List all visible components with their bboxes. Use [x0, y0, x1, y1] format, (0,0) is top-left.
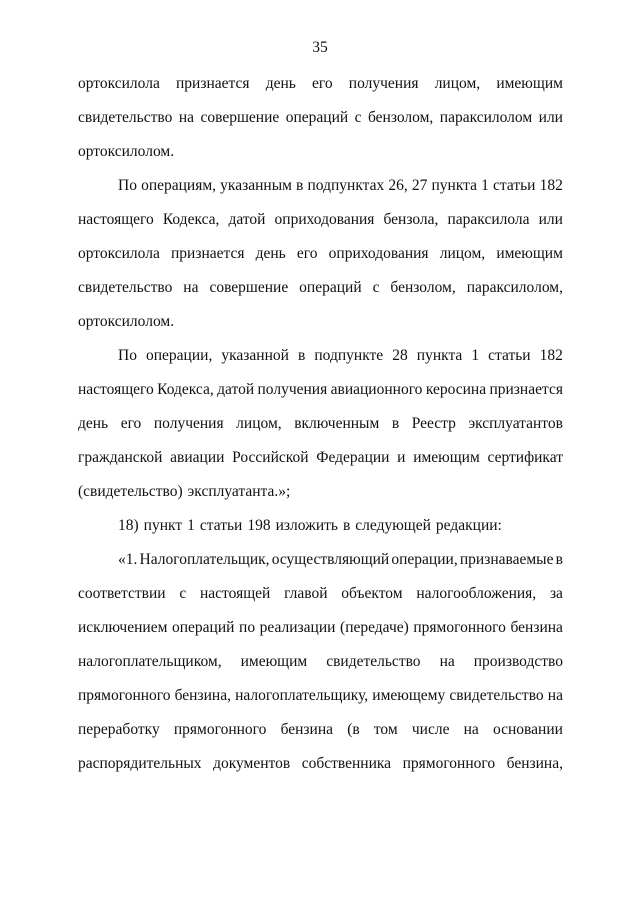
word: прямогонного	[173, 721, 267, 738]
text-line	[78, 67, 563, 101]
text-line	[78, 203, 563, 237]
word: «1.	[118, 551, 138, 568]
word: получения	[257, 381, 328, 398]
word: 182	[539, 177, 563, 194]
word: операции,	[146, 347, 213, 364]
word: параксилола	[447, 211, 530, 228]
word: совершение	[209, 279, 289, 296]
word: 1	[481, 177, 489, 194]
word: день	[265, 75, 296, 92]
word: следующей	[355, 517, 431, 534]
word: включенным	[294, 415, 380, 432]
text-line	[78, 747, 563, 781]
word: подпункте	[314, 347, 384, 364]
word: производство	[473, 653, 563, 670]
word: авиационного	[330, 381, 423, 398]
word: имеющим	[496, 245, 563, 262]
text-line	[78, 169, 563, 203]
word: подпунктах	[307, 177, 385, 194]
word: или	[538, 211, 563, 228]
word: прямогонного	[413, 619, 506, 636]
word: за	[549, 585, 563, 602]
word: По	[118, 177, 137, 194]
word: параксилолом,	[466, 279, 563, 296]
word: операциям,	[141, 177, 217, 194]
word: соответствии	[78, 585, 166, 602]
word: в	[391, 415, 400, 432]
word: оприходования	[328, 245, 429, 262]
word: бензолом,	[390, 279, 456, 296]
text-line	[78, 101, 563, 135]
text-line	[78, 271, 563, 305]
word: в	[296, 177, 304, 194]
word: 182	[539, 347, 563, 364]
word: 18)	[118, 517, 139, 534]
word: в	[342, 517, 351, 534]
word: (свидетельство)	[78, 483, 183, 500]
word: налогоплательщиком,	[78, 653, 222, 670]
word: Кодекса,	[157, 381, 214, 398]
text-line	[78, 237, 563, 271]
word: свидетельство	[78, 109, 173, 126]
word: 1	[471, 347, 480, 364]
word: получения	[153, 415, 224, 432]
word: день	[78, 415, 109, 432]
page-number: 35	[312, 39, 328, 56]
word: настоящей	[199, 585, 271, 602]
word: По	[118, 347, 137, 364]
word: реализации	[259, 619, 336, 636]
word: операций	[285, 109, 349, 126]
word: операций	[299, 279, 362, 296]
word: признается	[489, 381, 563, 398]
word: с	[372, 279, 380, 296]
word: ортоксилолом.	[78, 143, 175, 160]
word: налогообложения,	[416, 585, 537, 602]
word: датой	[217, 381, 255, 398]
word: признается	[170, 245, 245, 262]
word: 198	[247, 517, 271, 534]
word: операции,	[391, 551, 458, 568]
word: указанным	[220, 177, 292, 194]
word: Кодекса,	[162, 211, 220, 228]
text-line	[78, 305, 563, 339]
word: числе	[411, 721, 450, 738]
word: пункт	[143, 517, 183, 534]
text-line	[78, 475, 563, 509]
text-line	[78, 679, 563, 713]
word: том	[373, 721, 398, 738]
word: бензола,	[383, 211, 439, 228]
word: признаваемые	[459, 551, 554, 568]
word: объектом	[341, 585, 403, 602]
word: ортоксилола	[78, 245, 160, 262]
word: бензина,	[174, 687, 231, 704]
word: имеющим	[240, 653, 308, 670]
word: прямогонного	[78, 687, 171, 704]
text-line	[78, 441, 563, 475]
word: настоящего	[78, 381, 154, 398]
word: Федерации	[316, 449, 390, 466]
word: 26,	[388, 177, 408, 194]
word: его	[312, 75, 333, 92]
word: 1	[187, 517, 195, 534]
word: датой	[228, 211, 266, 228]
text-line	[78, 373, 563, 407]
word: на	[463, 721, 479, 738]
word: в	[298, 347, 306, 364]
word: и	[397, 449, 406, 466]
word: бензина,	[506, 755, 563, 772]
word: исключением	[78, 619, 168, 636]
word: ортоксилолом.	[78, 313, 175, 330]
word: его	[296, 245, 318, 262]
word: операций	[171, 619, 235, 636]
word: оприходования	[274, 211, 375, 228]
word: распорядительных	[78, 755, 202, 772]
word: статьи	[493, 177, 536, 194]
word: Российской	[232, 449, 309, 466]
word: бензолом,	[368, 109, 434, 126]
word: или	[538, 109, 563, 126]
word: совершение	[200, 109, 280, 126]
word: с	[354, 109, 362, 126]
word: на	[547, 687, 563, 704]
text-line	[78, 543, 563, 577]
text-line	[78, 509, 563, 543]
word: с	[179, 585, 187, 602]
word: имеющему	[372, 687, 446, 704]
word: пункта	[431, 177, 478, 194]
word: осуществляющий	[271, 551, 390, 568]
word: Реестр	[411, 415, 456, 432]
word: получения	[348, 75, 419, 92]
word: основании	[492, 721, 563, 738]
word: свидетельство	[449, 687, 544, 704]
text-line	[78, 339, 563, 373]
word: керосина	[425, 381, 487, 398]
text-line	[78, 407, 563, 441]
word: эксплуатантов	[468, 415, 563, 432]
word: имеющим	[413, 449, 480, 466]
text-line	[78, 713, 563, 747]
word: эксплуатанта.»;	[187, 483, 291, 500]
word: по	[239, 619, 256, 636]
text-line	[78, 611, 563, 645]
word: изложить	[275, 517, 338, 534]
word: ортоксилола	[78, 75, 160, 92]
word: параксилолом	[439, 109, 533, 126]
word: сертификат	[487, 449, 563, 466]
text-line	[78, 645, 563, 679]
word: указанной	[221, 347, 289, 364]
word: (передаче)	[340, 619, 409, 636]
word: на	[183, 279, 199, 296]
word: гражданской	[78, 449, 163, 466]
word: налогоплательщику,	[235, 687, 369, 704]
word: на	[439, 653, 455, 670]
word: лицом,	[439, 245, 486, 262]
word: лицом,	[236, 415, 282, 432]
word: Налогоплательщик,	[139, 551, 270, 568]
word: свидетельство	[326, 653, 421, 670]
word: настоящего	[78, 211, 154, 228]
word: пункта	[416, 347, 463, 364]
text-line	[78, 577, 563, 611]
word: бензина	[510, 619, 563, 636]
word: бензина	[280, 721, 334, 738]
word: на	[178, 109, 194, 126]
word: собственника	[301, 755, 392, 772]
word: (в	[347, 721, 360, 738]
word: 27	[411, 177, 428, 194]
word: лицом,	[434, 75, 481, 92]
word: переработку	[78, 721, 160, 738]
word: в	[555, 551, 563, 568]
word: день	[255, 245, 286, 262]
word: главой	[284, 585, 328, 602]
document-body	[78, 67, 563, 781]
word: документов	[213, 755, 291, 772]
word: его	[120, 415, 142, 432]
word: 28	[392, 347, 408, 364]
word: редакции:	[435, 517, 502, 534]
word: авиации	[170, 449, 225, 466]
word: имеющим	[496, 75, 563, 92]
text-line	[78, 135, 563, 169]
word: статьи	[488, 347, 531, 364]
word: признается	[176, 75, 250, 92]
word: статьи	[199, 517, 243, 534]
word: прямогонного	[402, 755, 496, 772]
word: свидетельство	[78, 279, 173, 296]
